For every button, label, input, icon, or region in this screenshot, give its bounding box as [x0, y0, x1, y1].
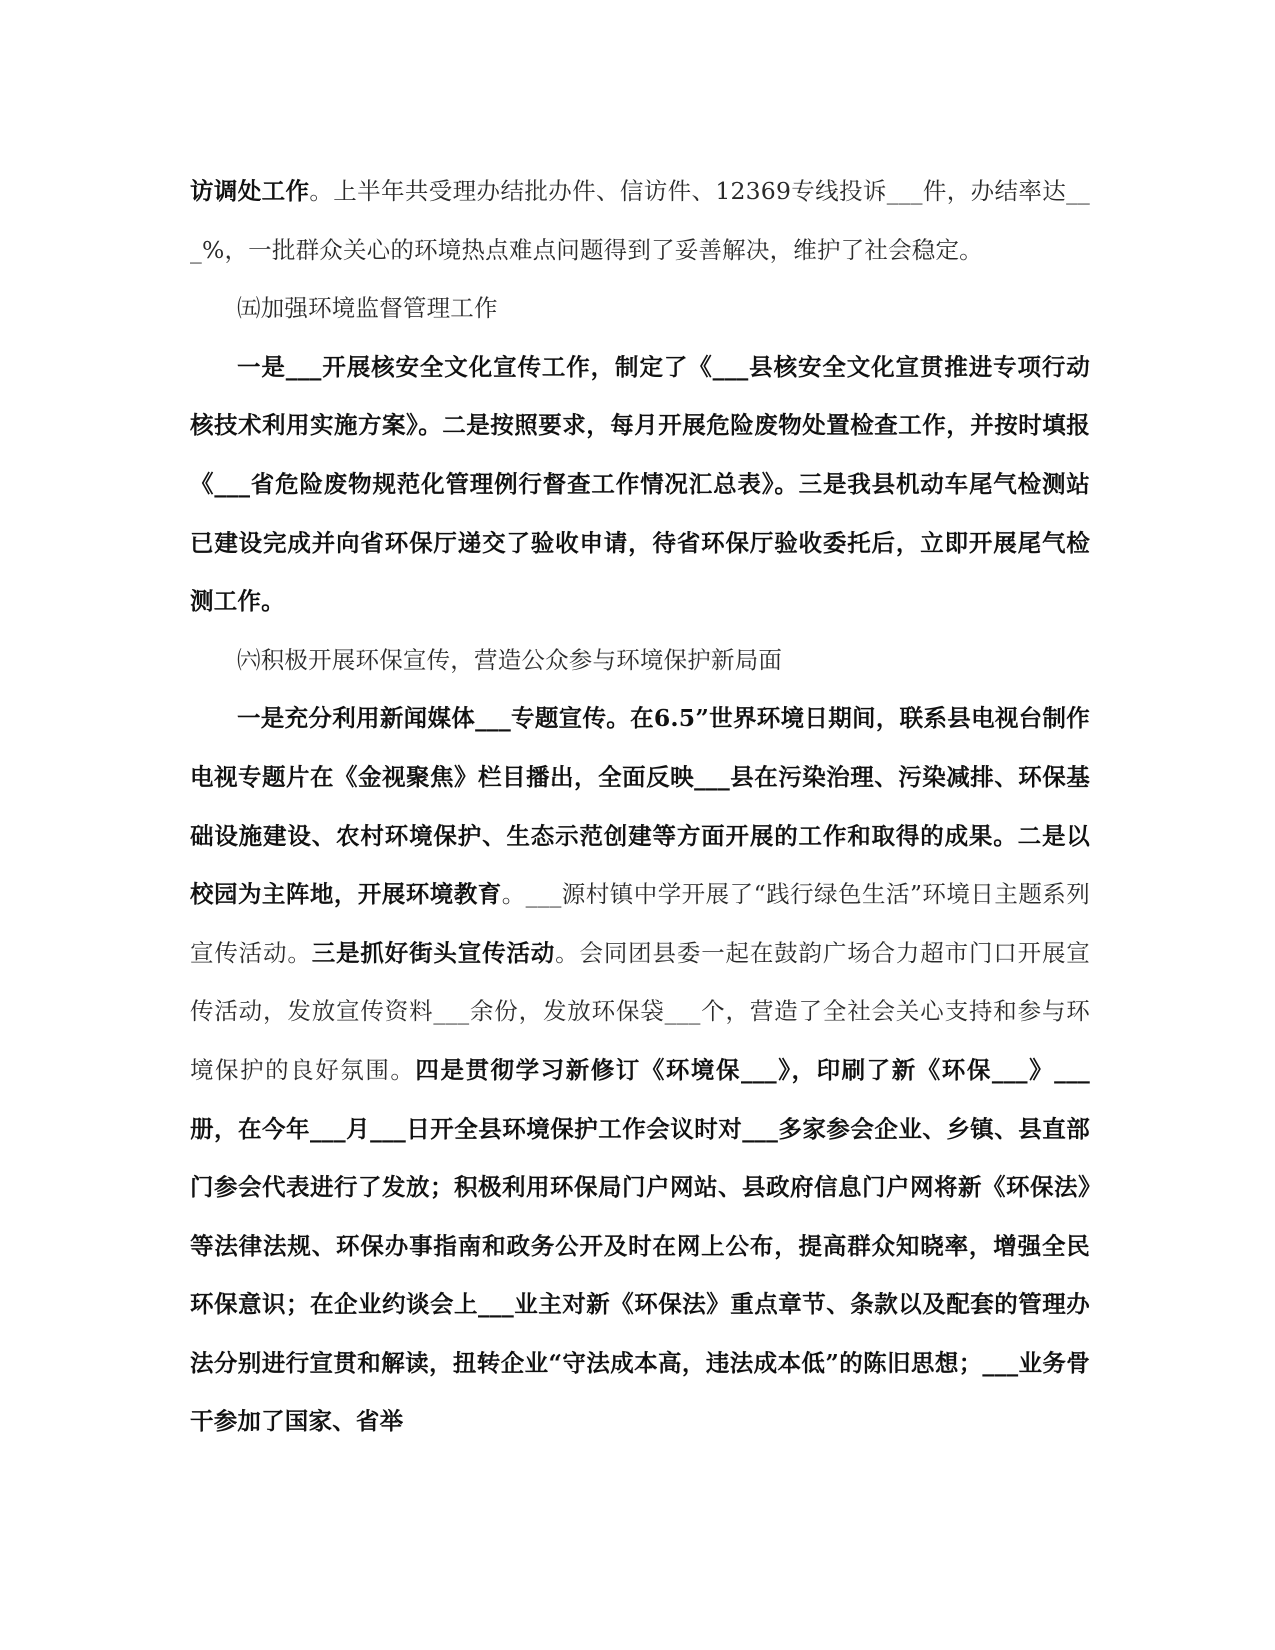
- section-heading-text: ㈤加强环境监督管理工作: [237, 294, 498, 323]
- text-run: 访调处工作: [190, 177, 310, 205]
- text-run: 。___源村镇中学开展了“践行绿色生活”环境日主题系列宣传活动。: [190, 880, 1090, 967]
- paragraph-complaints: [190, 162, 1090, 279]
- text-run: 一是充分利用新闻媒体___专题宣传。在6.5”世界环境日期间，联系县电视台制作电视专题片在《金视聚焦》栏目播出，全面反映___县在污染治理、污染减排、环保基础设施建设、农村环境保护、生态示范创建等方面开展的工作和取得的成果。二是以校园为主阵地，开展环境教育: [190, 704, 1090, 909]
- text-run: 三是抓好街头宣传活动: [311, 938, 556, 967]
- text-run: 。上半年共受理办结批办件、信访件、12369专线投诉___件，办结率达___%，一批群众关心的环境热点难点问题得到了妥善解决，维护了社会稳定。: [190, 177, 1091, 264]
- document-body: [190, 162, 1090, 1451]
- text-run: 。会同团县委一起在鼓韵广场合力超市门口开展宣传活动，发放宣传资料___余份，发放环保袋___个，营造了全社会关心支持和参与环境保护的良好氛围。: [190, 938, 1091, 1084]
- section-heading-5: [190, 279, 1090, 338]
- text-run: 一是___开展核安全文化宣传工作，制定了《___县核安全文化宣贯推进专项行动核技术利用实施方案》。二是按照要求，每月开展危险废物处置检查工作，并按时填报《___省危险废物规范化管理例行督查工作情况汇总表》。三是我县机动车尾气检测站已建设完成并向省环保厅递交了验收申请，待省环保厅验收委托后，立即开展尾气检测工作。: [190, 352, 1090, 616]
- paragraph-supervision: [190, 338, 1090, 631]
- section-heading-6: [190, 631, 1090, 690]
- text-run: 四是贯彻学习新修订《环境保___》，印刷了新《环保___》___册，在今年___月___日开全县环境保护工作会议时对___多家参会企业、乡镇、县直部门参会代表进行了发放；积极利用环保局门户网站、县政府信息门户网将新《环保法》等法律法规、环保办事指南和政务公开及时在网上公布，提高群众知晓率，增强全民环保意识；在企业约谈会上___业主对新《环保法》重点章节、条款以及配套的管理办法分别进行宣贯和解读，扭转企业“守法成本高，违法成本低”的陈旧思想；___业务骨干参加了国家、省举: [190, 1055, 1090, 1436]
- section-heading-text: ㈥积极开展环保宣传，营造公众参与环境保护新局面: [237, 645, 783, 674]
- paragraph-publicity: [190, 689, 1090, 1451]
